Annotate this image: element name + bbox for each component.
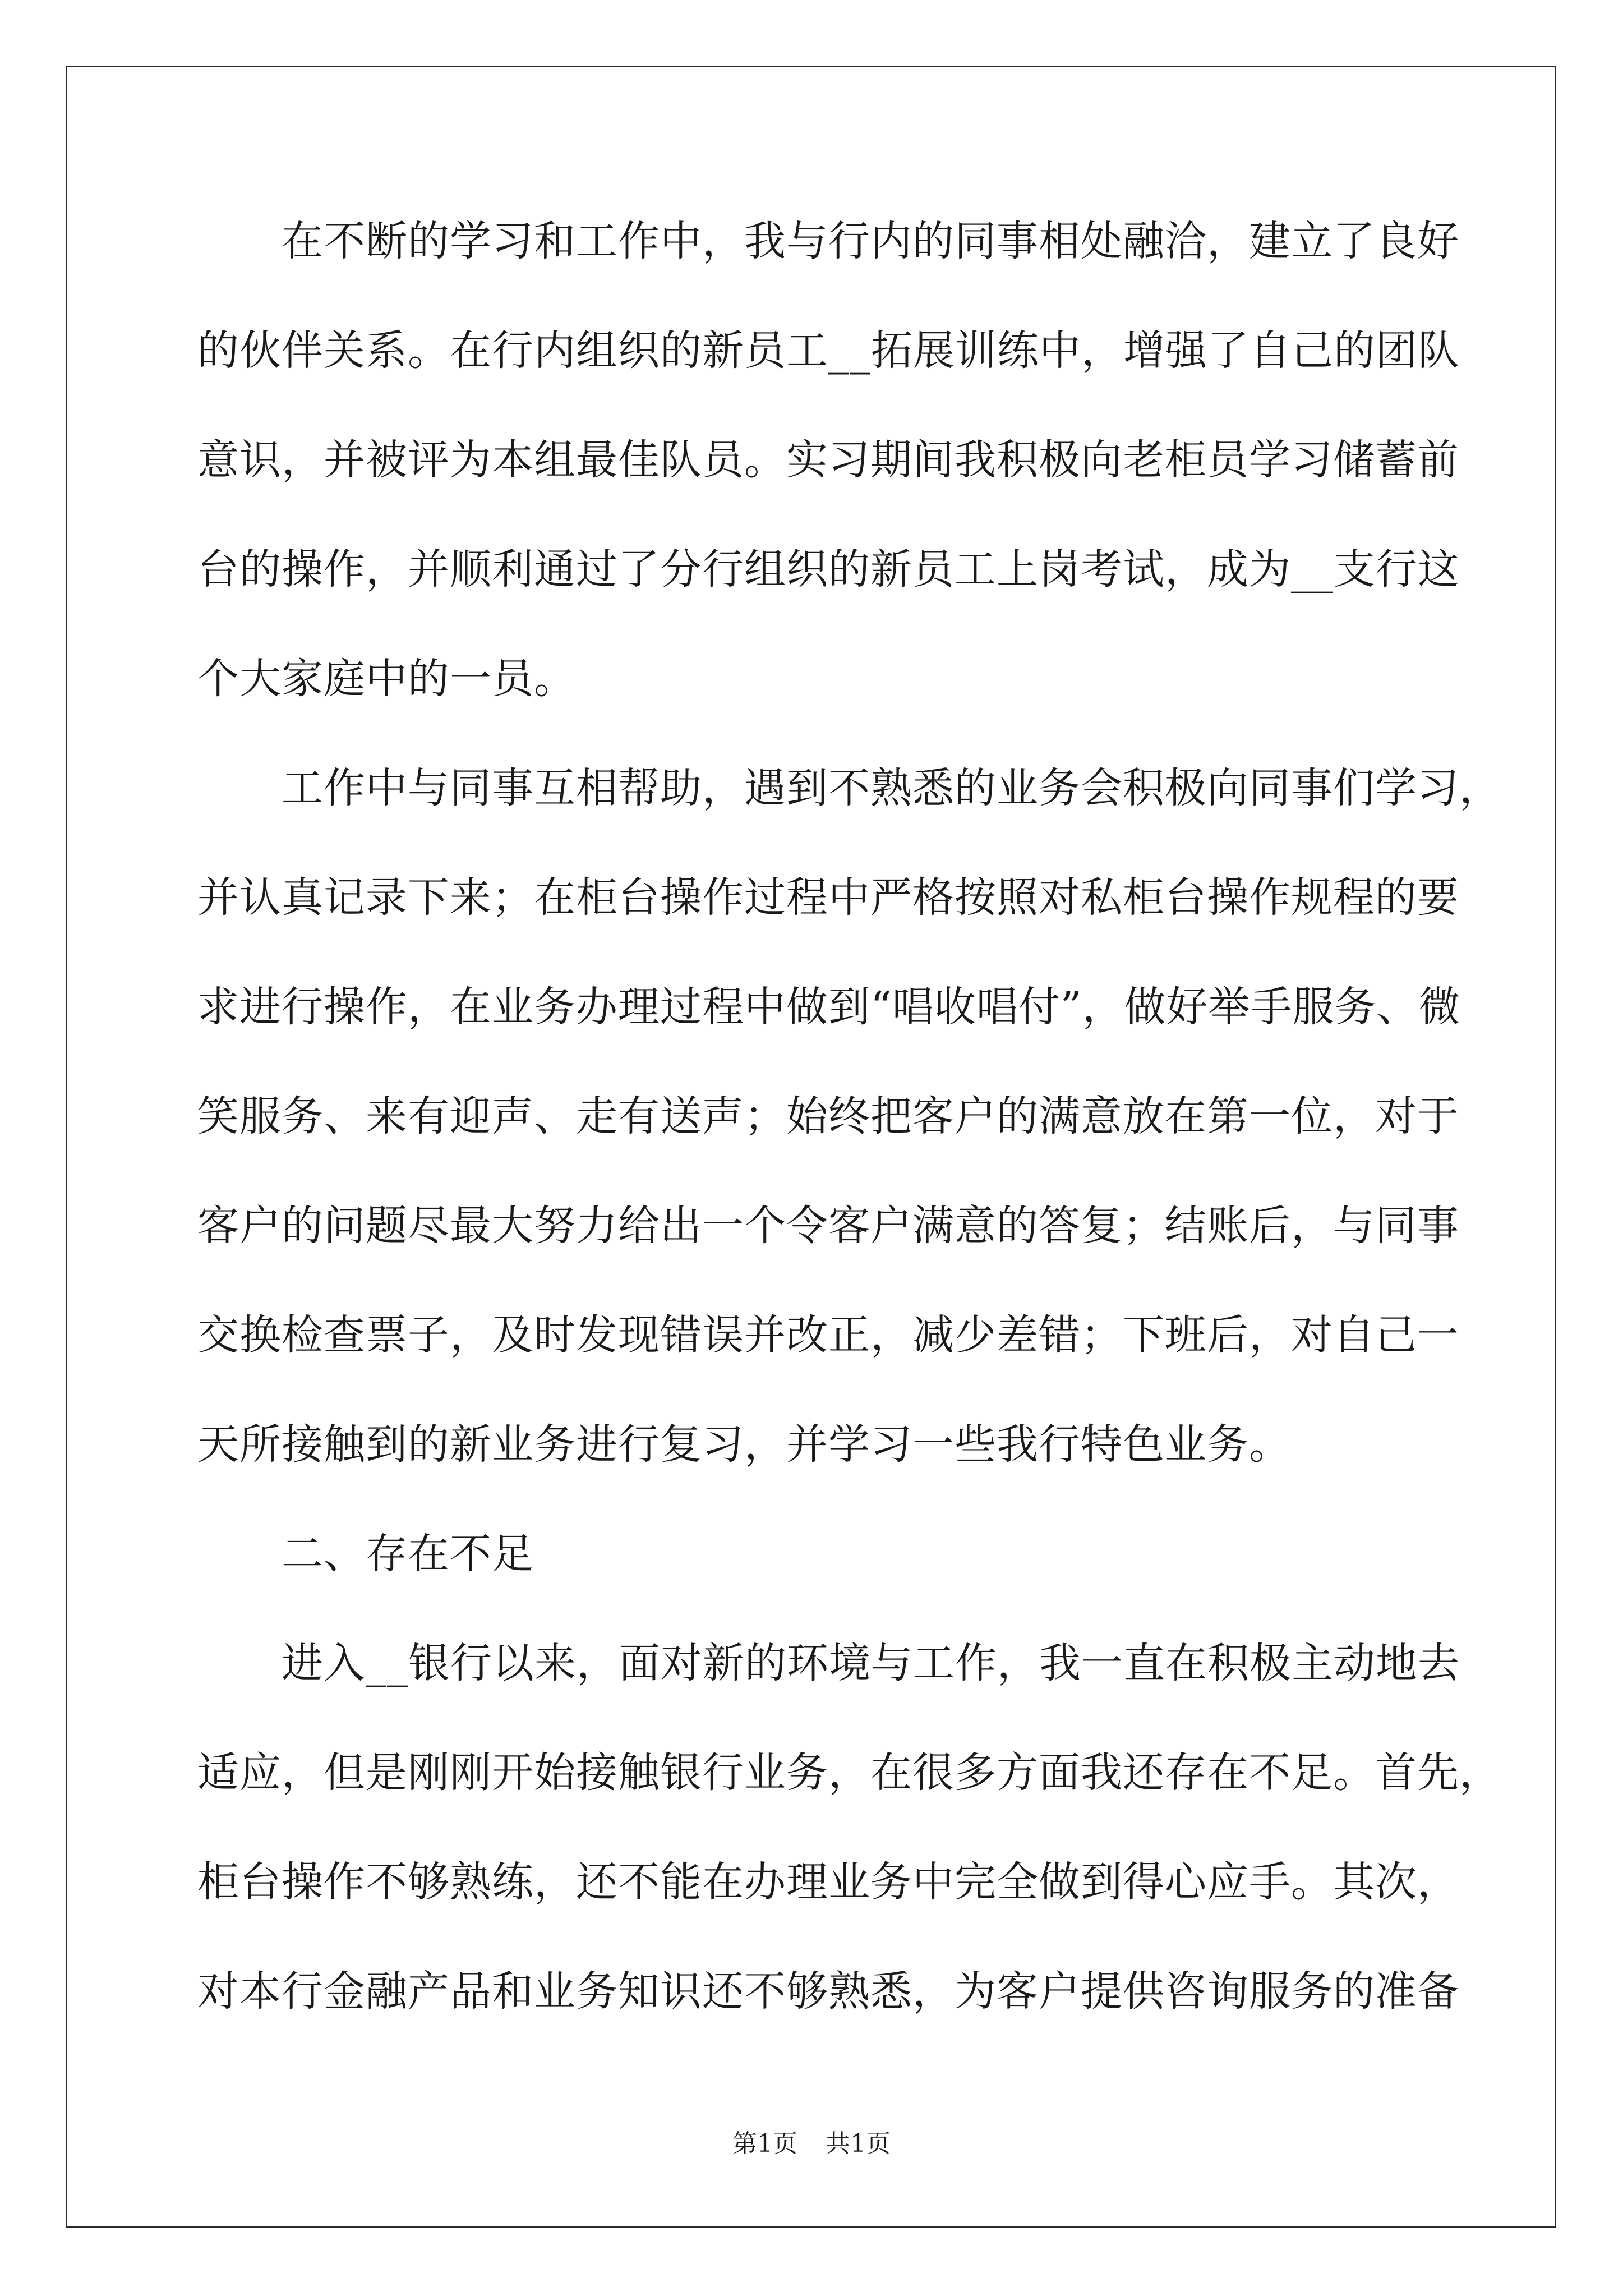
paragraph-1-line-4: 台的操作，并顺利通过了分行组织的新员工上岗考试，成为__支行这: [197, 545, 1460, 593]
paragraph-1-line-2: 的伙伴关系。在行内组织的新员工__拓展训练中，增强了自己的团队: [197, 326, 1460, 375]
paragraph-1-line-5: 个大家庭中的一员。: [197, 655, 576, 703]
paragraph-2-line-3: 求进行操作，在业务办理过程中做到“唱收唱付”，做好举手服务、微: [197, 983, 1461, 1031]
paragraph-3-line-2: 适应，但是刚刚开始接触银行业务，在很多方面我还存在不足。首先，: [197, 1749, 1501, 1797]
paragraph-2-line-4: 笑服务、来有迎声、走有送声；始终把客户的满意放在第一位，对于: [197, 1092, 1459, 1140]
paragraph-3-line-1: 进入__银行以来，面对新的环境与工作，我一直在积极主动地去: [282, 1639, 1460, 1687]
paragraph-1-line-1: 在不断的学习和工作中，我与行内的同事相处融洽，建立了良好: [282, 217, 1459, 265]
paragraph-2-line-7: 天所接触到的新业务进行复习，并学习一些我行特色业务。: [197, 1420, 1291, 1469]
paragraph-2-line-6: 交换检查票子，及时发现错误并改正，减少差错；下班后，对自己一: [197, 1311, 1459, 1359]
total-pages: 共1页: [826, 2129, 891, 2158]
section-heading: 二、存在不足: [282, 1530, 534, 1578]
paragraph-1-line-3: 意识，并被评为本组最佳队员。实习期间我积极向老柜员学习储蓄前: [197, 436, 1459, 484]
paragraph-2-line-1: 工作中与同事互相帮助，遇到不熟悉的业务会积极向同事们学习，: [282, 764, 1501, 812]
paragraph-3-line-4: 对本行金融产品和业务知识还不够熟悉，为客户提供咨询服务的准备: [197, 1967, 1459, 2016]
page-number: 第1页: [732, 2129, 797, 2158]
paragraph-3-line-3: 柜台操作不够熟练，还不能在办理业务中完全做到得心应手。其次，: [197, 1858, 1459, 1906]
page-footer: [0, 2123, 1623, 2159]
paragraph-2-line-5: 客户的问题尽最大努力给出一个令客户满意的答复；结账后，与同事: [197, 1202, 1459, 1250]
paragraph-2-line-2: 并认真记录下来；在柜台操作过程中严格按照对私柜台操作规程的要: [197, 873, 1459, 922]
